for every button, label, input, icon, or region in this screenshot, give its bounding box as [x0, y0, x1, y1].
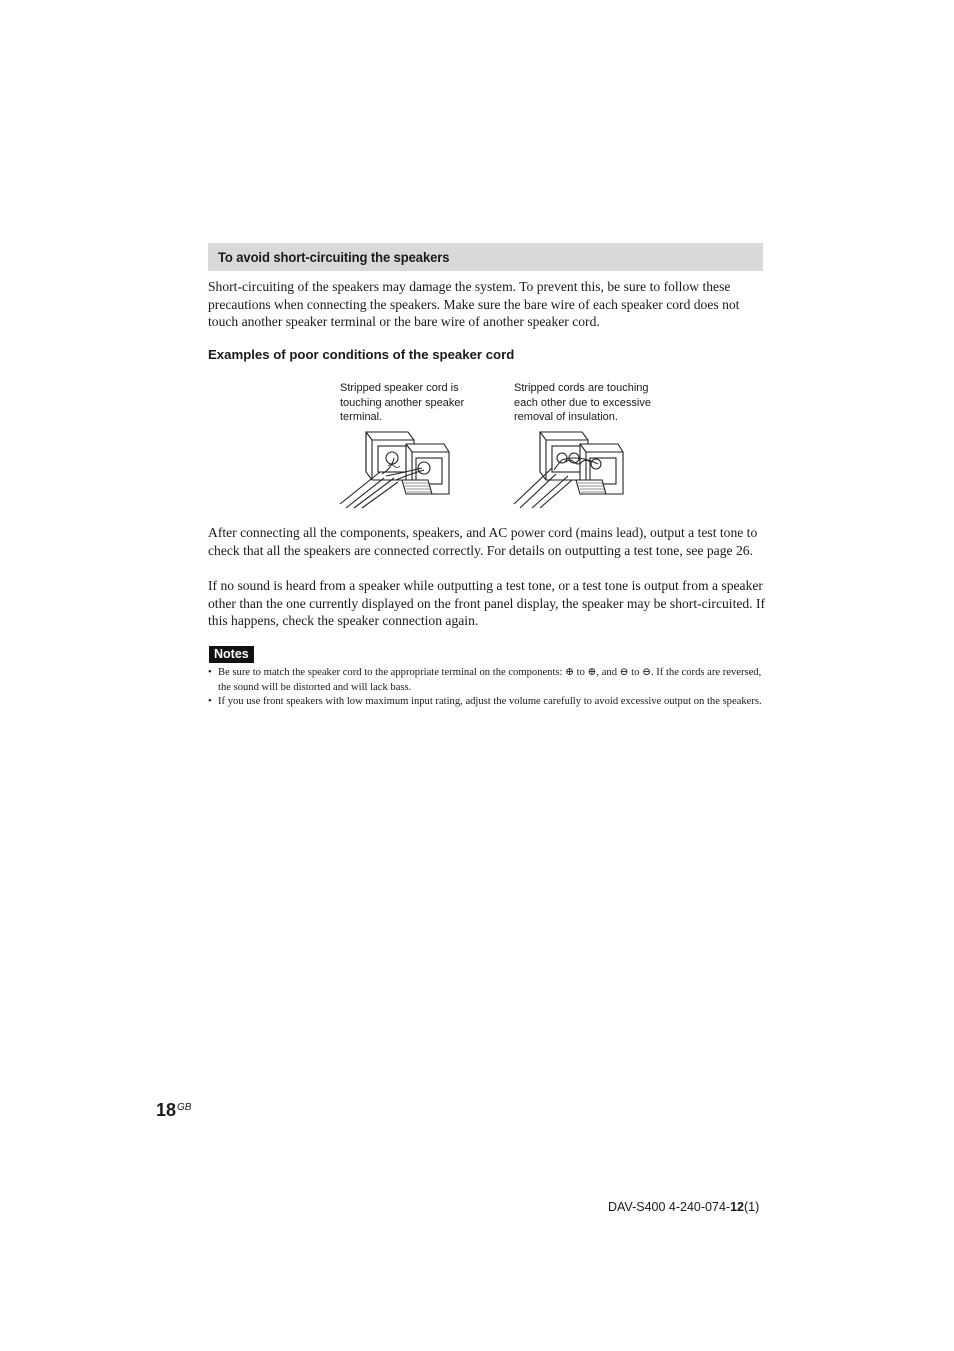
- example-caption-1: Stripped speaker cord is touching another speaker terminal.: [340, 382, 465, 424]
- notes-list: [208, 666, 768, 710]
- example-caption-2: Stripped cords are touching each other due to excessive removal of insulation.: [514, 382, 651, 424]
- intro-paragraph: Short-circuiting of the speakers may damage the system. To prevent this, be sure to follow these precautions when connecting the speakers. Make sure the bare wire of each speaker cord does not touch another speaker terminal or the bare wire of another speaker cord.: [208, 279, 740, 330]
- note-text-1: Be sure to match the speaker cord to the appropriate terminal on the components: ⊕ to ⊕, and ⊖ to ⊖. If the cords are reversed, the sound will be distorted and will lack bass.: [218, 667, 762, 693]
- footer-model-prefix: DAV-S400 4-240-074-: [608, 1200, 731, 1214]
- test-tone-paragraph: After connecting all the components, speakers, and AC power cord (mains lead), output a test tone to check that all the speakers are connected correctly. For details on outputting a test tone, see page 26.: [208, 525, 758, 558]
- list-item: [208, 666, 768, 695]
- section-header: [208, 243, 763, 271]
- bullet-2: •: [208, 696, 212, 707]
- footer-model-suffix: (1): [743, 1200, 760, 1214]
- page-number: [156, 1100, 191, 1121]
- page-number-suffix: GB: [177, 1102, 192, 1113]
- speaker-terminal-illustration-1: [336, 428, 456, 510]
- bullet-1: •: [208, 667, 212, 678]
- notes-label: Notes: [209, 646, 254, 663]
- section-title: To avoid short-circuiting the speakers: [218, 249, 450, 265]
- footer-model-bold: 12: [730, 1200, 744, 1214]
- page-number-value: 18: [156, 1100, 177, 1120]
- no-sound-paragraph: If no sound is heard from a speaker while outputting a test tone, or a test tone is output from a speaker other than the one currently displayed on the front panel display, the speaker may be short-circuited. If this happens, check the speaker connection again.: [208, 578, 766, 629]
- note-text-2: If you use front speakers with low maximum input rating, adjust the volume carefully to avoid excessive output on the speakers.: [218, 696, 762, 707]
- list-item: [208, 695, 768, 710]
- speaker-terminal-illustration-2: [510, 428, 630, 510]
- examples-heading: Examples of poor conditions of the speaker cord: [208, 347, 515, 362]
- footer-model-code: [608, 1200, 759, 1214]
